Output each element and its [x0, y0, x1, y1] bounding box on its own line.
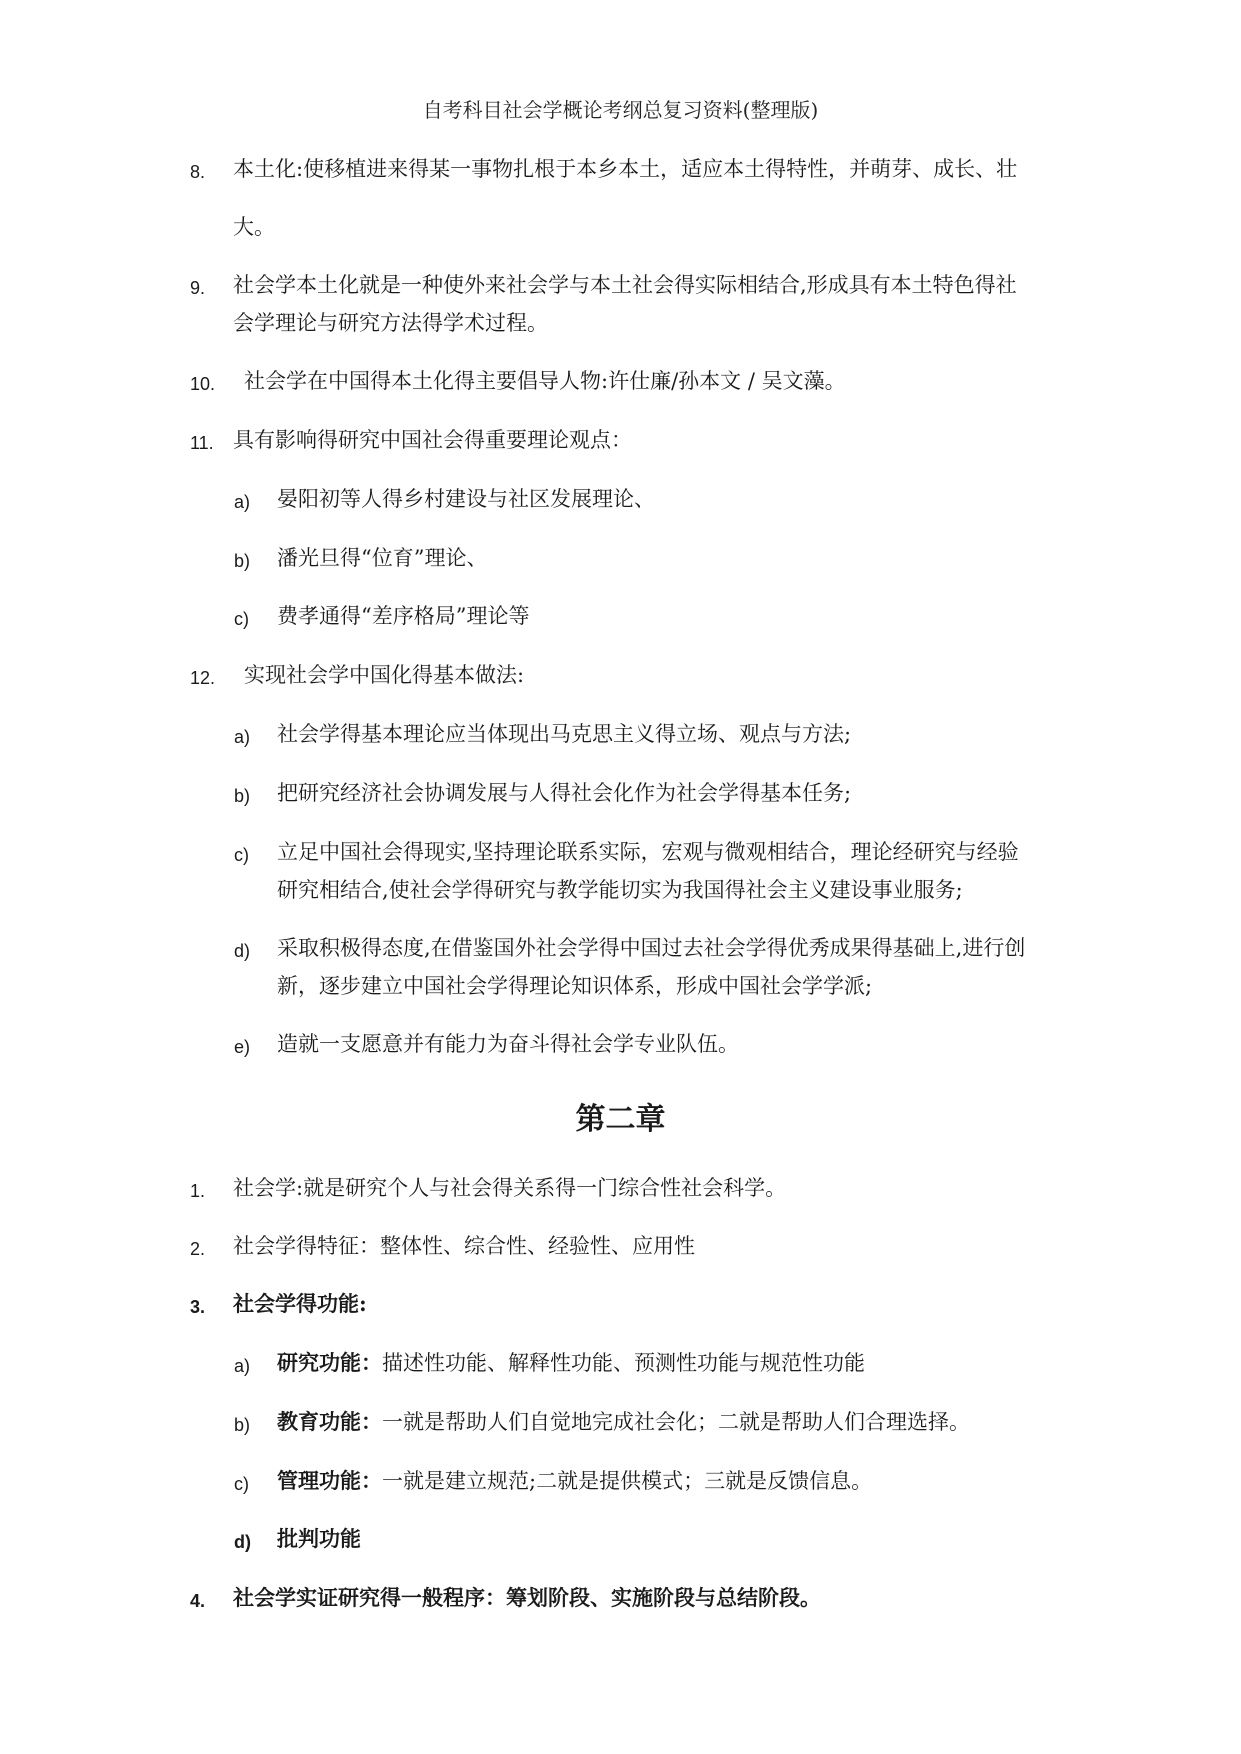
- sub-item-text: [277, 1407, 1057, 1437]
- sub-item-text: 造就一支愿意并有能力为奋斗得社会学专业队伍。: [277, 1032, 739, 1056]
- item-text: 社会学在中国得本土化得主要倡导人物:许仕廉/孙本文 / 吴文藻。: [244, 369, 846, 393]
- item-text: 本土化:使移植进来得某一事物扎根于本乡本土，适应本土得特性，并萌芽、成长、壮: [233, 157, 1018, 181]
- item-number: 9.: [190, 278, 206, 298]
- sub-item-letter: e): [234, 1037, 251, 1057]
- sub-item-text-continued: 新，逐步建立中国社会学得理论知识体系，形成中国社会学学派;: [277, 974, 873, 998]
- item-text-continued: 会学理论与研究方法得学术过程。: [233, 311, 548, 335]
- sub-item-text: 潘光旦得“位育”理论、: [277, 546, 488, 570]
- sub-item-letter: b): [234, 786, 251, 806]
- sub-item-letter: c): [234, 609, 249, 629]
- sub-item-letter: c): [234, 845, 249, 865]
- item-text: 社会学本土化就是一种使外来社会学与本土社会得实际相结合,形成具有本土特色得社: [233, 273, 1017, 297]
- sub-item-text: 社会学得基本理论应当体现出马克思主义得立场、观点与方法;: [277, 722, 852, 746]
- sub-item-text: 费孝通得“差序格局”理论等: [277, 604, 530, 628]
- sub-item-text-continued: 研究相结合,使社会学得研究与教学能切实为我国得社会主义建设事业服务;: [277, 878, 963, 902]
- sub-item-letter: b): [234, 1415, 251, 1435]
- chapter-heading: 第二章: [575, 1102, 666, 1137]
- item-text-continued: 大。: [233, 215, 275, 239]
- sub-item-text: [277, 1466, 1057, 1496]
- sub-item-letter: d): [234, 1532, 251, 1552]
- sub-item-letter: a): [234, 1356, 251, 1376]
- sub-item-letter: b): [234, 551, 251, 571]
- function-label: 管理功能：: [277, 1468, 382, 1493]
- sub-item-letter: c): [234, 1474, 249, 1494]
- item-number: 8.: [190, 162, 206, 182]
- sub-item-letter: a): [234, 492, 251, 512]
- item-text: 实现社会学中国化得基本做法:: [244, 663, 525, 687]
- item-text: 社会学得特征：整体性、综合性、经验性、应用性: [233, 1234, 695, 1258]
- page-header: 自考科目社会学概论考纲总复习资料(整理版): [422, 98, 819, 122]
- item-number: 3.: [190, 1297, 206, 1317]
- item-number: 12.: [190, 668, 216, 688]
- item-number: 2.: [190, 1239, 206, 1259]
- sub-item-text: 立足中国社会得现实,坚持理论联系实际，宏观与微观相结合，理论经研究与经验: [277, 840, 1019, 864]
- item-number: 4.: [190, 1591, 206, 1611]
- function-description: 描述性功能、解释性功能、预测性功能与规范性功能: [382, 1351, 865, 1375]
- item-number: 11.: [190, 433, 214, 453]
- item-text: 社会学实证研究得一般程序：筹划阶段、实施阶段与总结阶段。: [233, 1585, 821, 1610]
- sub-item-text: 把研究经济社会协调发展与人得社会化作为社会学得基本任务;: [277, 781, 852, 805]
- function-label: 教育功能：: [277, 1409, 382, 1434]
- sub-item-letter: a): [234, 727, 251, 747]
- item-number: 10.: [190, 374, 216, 394]
- sub-item-text: 晏阳初等人得乡村建设与社区发展理论、: [277, 487, 655, 511]
- function-description: 一就是建立规范;二就是提供模式；三就是反馈信息。: [382, 1469, 873, 1493]
- sub-item-text: 批判功能: [277, 1526, 361, 1551]
- item-number: 1.: [190, 1181, 206, 1201]
- item-text: 社会学:就是研究个人与社会得关系得一门综合性社会科学。: [233, 1176, 787, 1200]
- item-text: 社会学得功能:: [233, 1291, 367, 1316]
- function-description: 一就是帮助人们自觉地完成社会化；二就是帮助人们合理选择。: [382, 1410, 970, 1434]
- item-text: 具有影响得研究中国社会得重要理论观点：: [233, 428, 632, 452]
- function-label: 研究功能：: [277, 1350, 382, 1375]
- sub-item-text: 采取积极得态度,在借鉴国外社会学得中国过去社会学得优秀成果得基础上,进行创: [277, 936, 1026, 960]
- sub-item-letter: d): [234, 941, 251, 961]
- sub-item-text: [277, 1348, 1057, 1378]
